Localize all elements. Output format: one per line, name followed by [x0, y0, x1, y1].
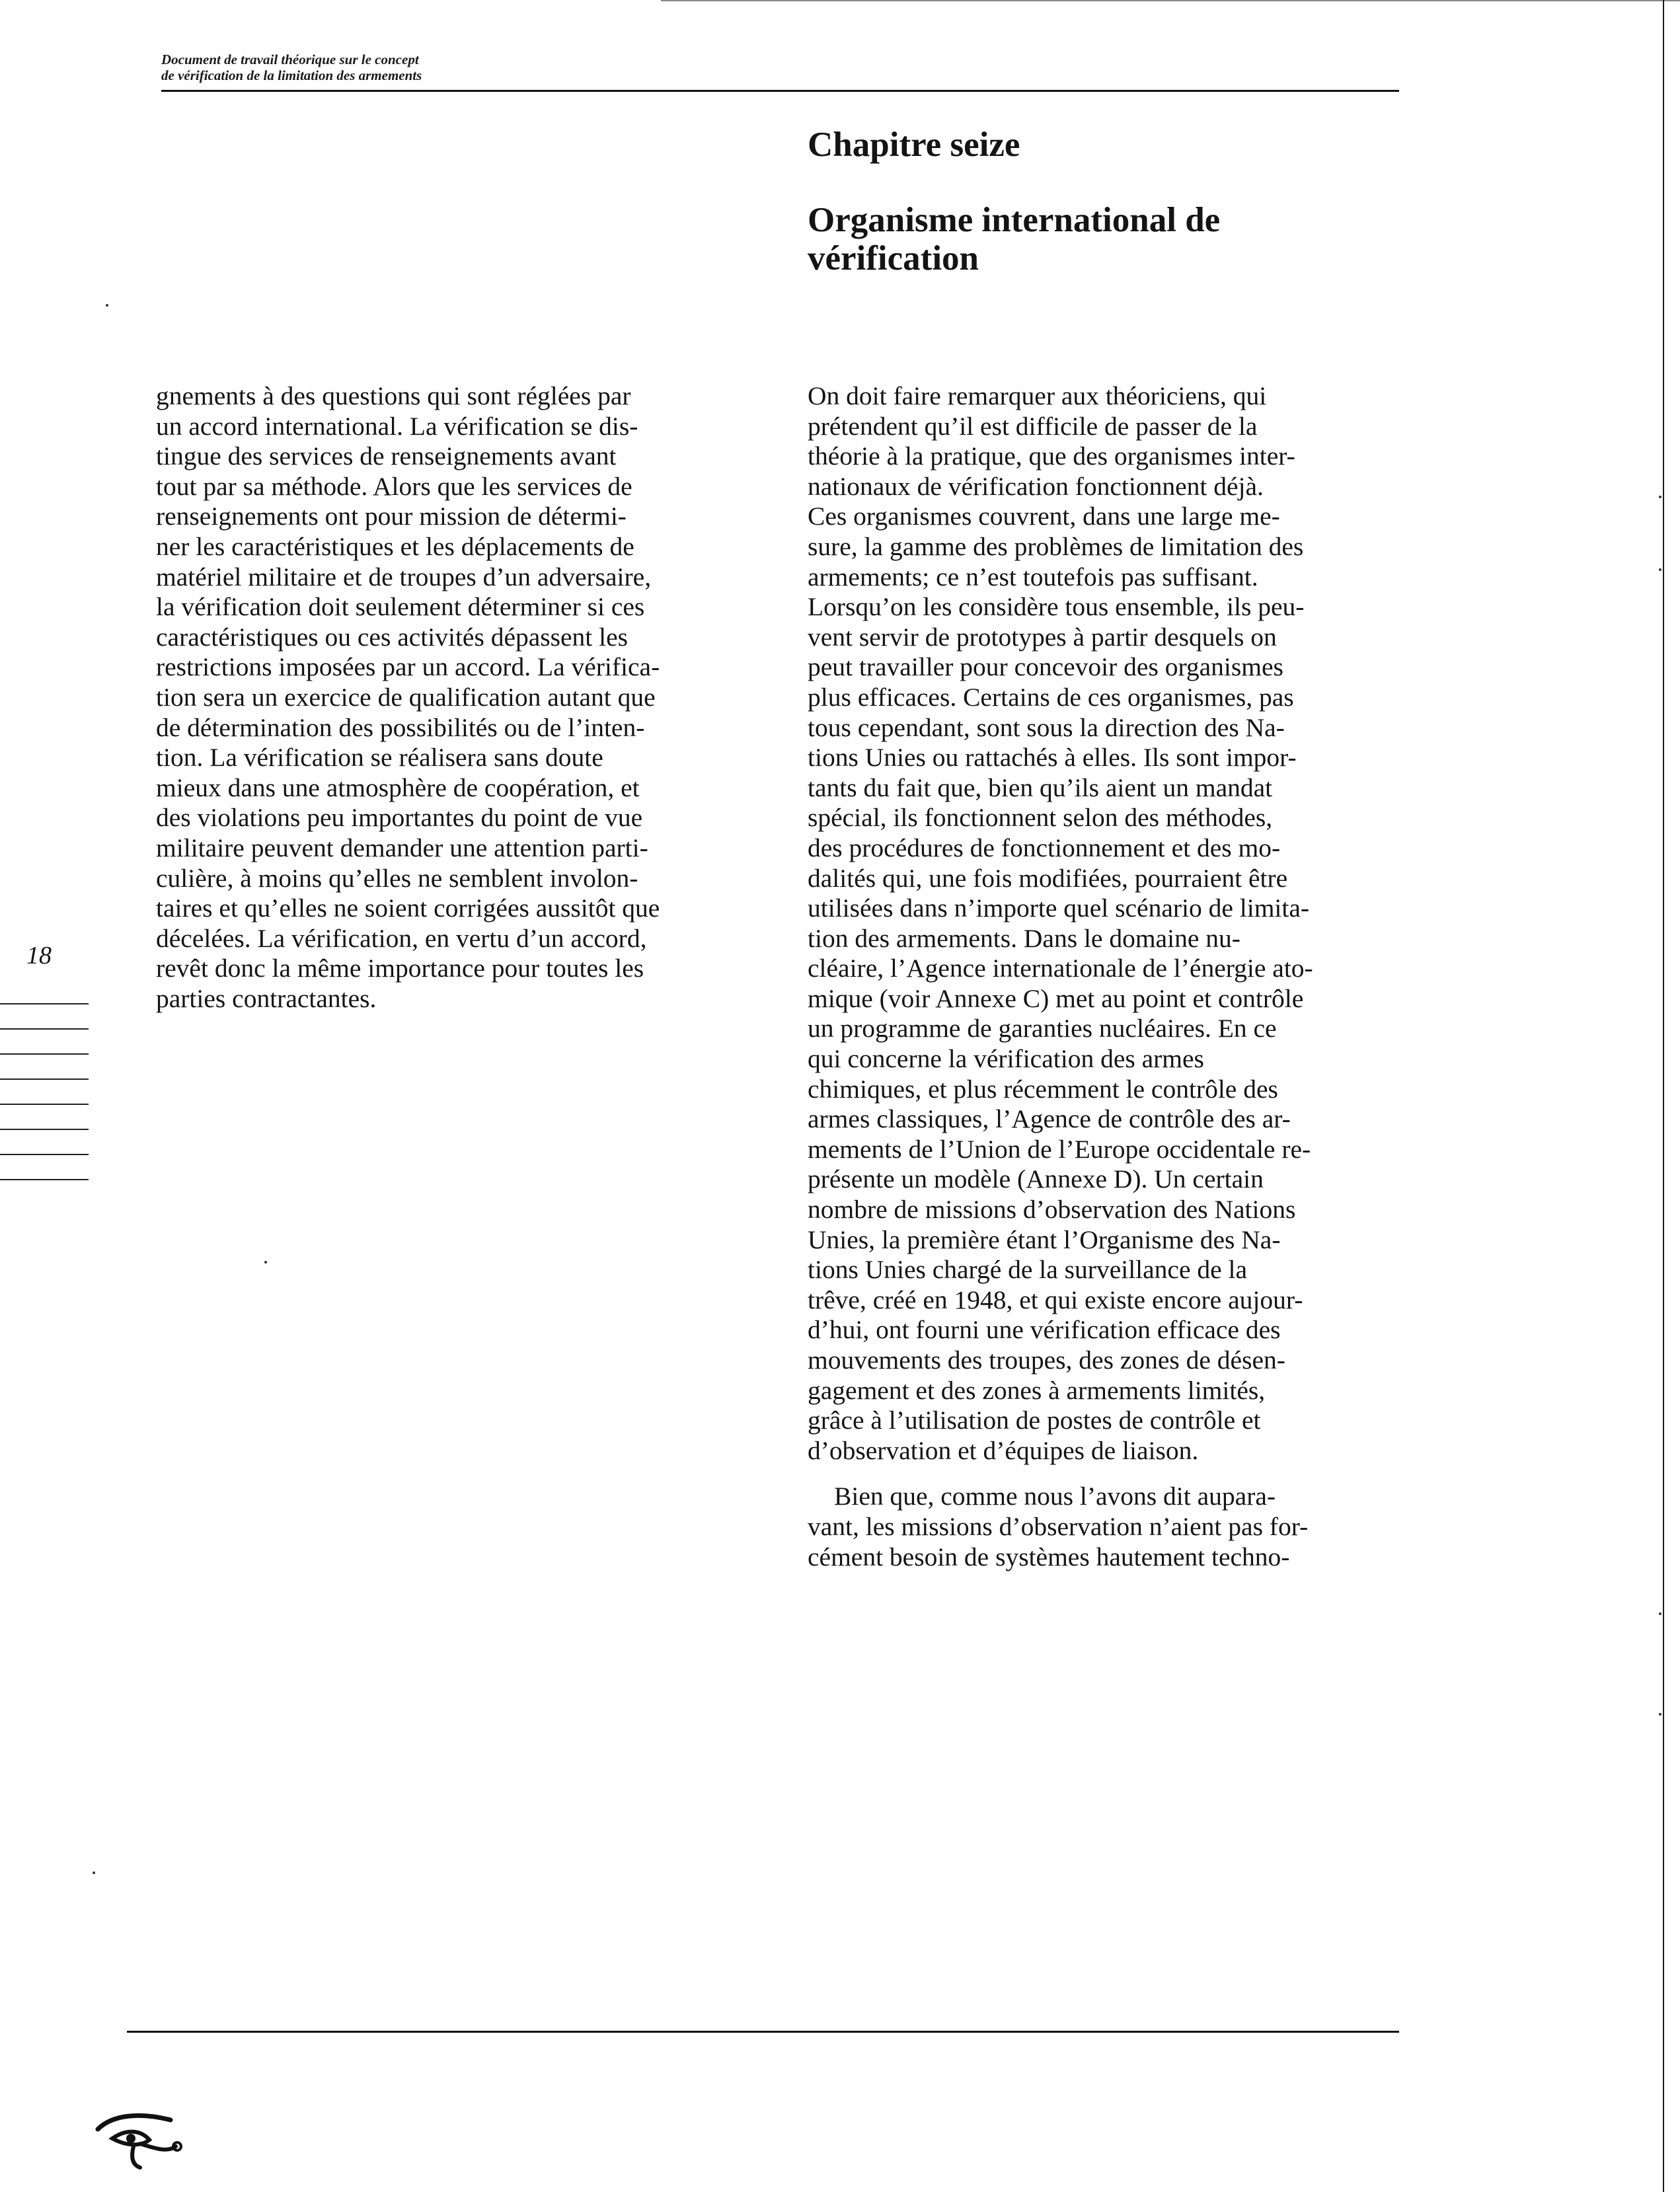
- margin-rule: [0, 1028, 89, 1030]
- scan-speck: [1659, 496, 1661, 498]
- text-line: tion sera un exercice de qualification autant que: [156, 682, 656, 712]
- text-line: renseignements ont pour mission de détermi-: [156, 502, 627, 531]
- scan-speck: [1659, 568, 1661, 571]
- text-line: culière, à moins qu’elles ne semblent involon-: [156, 863, 638, 893]
- footer-rule: [127, 2031, 1399, 2033]
- text-line: sure, la gamme des problèmes de limitation des: [808, 531, 1304, 561]
- text-line: ner les caractéristiques et les déplacements de: [156, 531, 634, 561]
- text-line: cément besoin de systèmes hautement techno-: [808, 1542, 1290, 1571]
- text-line: gnements à des questions qui sont réglées par: [156, 381, 631, 410]
- text-line: caractéristiques ou ces activités dépassent les: [156, 622, 629, 652]
- text-line: Ces organismes couvrent, dans une large me-: [808, 502, 1280, 531]
- text-line: spécial, ils fonctionnent selon des méthodes,: [808, 803, 1273, 833]
- text-line: d’hui, ont fourni une vérification efficace des: [808, 1315, 1281, 1345]
- chapter-title-line-2: vérification: [808, 239, 979, 278]
- text-line: mique (voir Annexe C) met au point et contrôle: [808, 983, 1304, 1013]
- text-line: Unies, la première étant l’Organisme des Na-: [808, 1225, 1281, 1254]
- scan-top-edge: [661, 0, 1680, 1]
- text-line: armes classiques, l’Agence de contrôle des ar-: [808, 1104, 1291, 1134]
- left-column: [156, 381, 764, 1014]
- text-line: nombre de missions d’observation des Nations: [808, 1195, 1296, 1225]
- text-line: mouvements des troupes, des zones de désen-: [808, 1345, 1285, 1375]
- scan-speck: [264, 1261, 267, 1264]
- chapter-title-line-1: Organisme international de: [808, 201, 1221, 239]
- text-line: plus efficaces. Certains de ces organismes, pas: [808, 682, 1294, 712]
- text-line: utilisées dans n’importe quel scénario de limita-: [808, 893, 1310, 923]
- text-line: prétendent qu’il est difficile de passer de la: [808, 411, 1258, 441]
- paragraph-gap: [808, 1466, 1416, 1482]
- text-line: restrictions imposées par un accord. La vérifica-: [156, 652, 660, 682]
- text-line: tion des armements. Dans le domaine nu-: [808, 923, 1241, 953]
- text-line: taires et qu’elles ne soient corrigées aussitôt que: [156, 893, 660, 923]
- text-line: tions Unies ou rattachés à elles. Ils sont impor-: [808, 743, 1297, 773]
- text-line: tous cependant, sont sous la direction des Na-: [808, 712, 1285, 742]
- text-line: dalités qui, une fois modifiées, pourraient être: [808, 863, 1288, 893]
- text-line: présente un modèle (Annexe D). Un certain: [808, 1164, 1264, 1194]
- page-number: 18: [26, 942, 52, 969]
- header-rule: [161, 90, 1399, 92]
- text-line: grâce à l’utilisation de postes de contrôle et: [808, 1406, 1261, 1435]
- text-line: tants du fait que, bien qu’ils aient un mandat: [808, 773, 1273, 802]
- text-line: d’observation et d’équipes de liaison.: [808, 1435, 1199, 1465]
- text-line: cléaire, l’Agence internationale de l’énergie ato-: [808, 954, 1313, 983]
- text-line: décelées. La vérification, en vertu d’un accord,: [156, 923, 647, 953]
- right-column: [808, 381, 1416, 1572]
- text-line: théorie à la pratique, que des organismes inter-: [808, 441, 1295, 471]
- text-line: un accord international. La vérification se dis-: [156, 411, 638, 441]
- margin-rule: [0, 1053, 89, 1055]
- text-line: Lorsqu’on les considère tous ensemble, ils peu-: [808, 592, 1305, 622]
- text-line: de détermination des possibilités ou de l’inten-: [156, 712, 645, 742]
- text-line: qui concerne la vérification des armes: [808, 1044, 1204, 1074]
- text-line: On doit faire remarquer aux théoriciens, qui: [808, 381, 1267, 410]
- margin-rule: [0, 1154, 89, 1155]
- right-paragraph-1: [808, 381, 1416, 1466]
- text-line: tion. La vérification se réalisera sans doute: [156, 743, 603, 773]
- margin-rule: [0, 1104, 89, 1105]
- text-line: trêve, créé en 1948, et qui existe encore aujour-: [808, 1285, 1303, 1314]
- margin-rule: [0, 1003, 89, 1004]
- text-line: vent servir de prototypes à partir desquels on: [808, 622, 1277, 652]
- text-line: parties contractantes.: [156, 983, 377, 1013]
- text-line: nationaux de vérification fonctionnent déjà.: [808, 471, 1264, 501]
- text-line: des procédures de fonctionnement et des mo-: [808, 833, 1281, 862]
- text-line: militaire peuvent demander une attention parti-: [156, 833, 648, 862]
- text-line: un programme de garanties nucléaires. En ce: [808, 1014, 1277, 1043]
- text-line: mements de l’Union de l’Europe occidentale re-: [808, 1134, 1311, 1164]
- text-line: Bien que, comme nous l’avons dit aupara-: [834, 1482, 1276, 1511]
- scan-speck: [93, 1871, 95, 1874]
- text-line: tout par sa méthode. Alors que les services de: [156, 471, 632, 501]
- text-line: mieux dans une atmosphère de coopération, et: [156, 773, 640, 802]
- text-line: matériel militaire et de troupes d’un adversaire,: [156, 562, 652, 591]
- scan-speck: [1659, 1612, 1661, 1615]
- text-line: tions Unies chargé de la surveillance de la: [808, 1255, 1248, 1285]
- text-line: tingue des services de renseignements avant: [156, 441, 617, 471]
- text-line: revêt donc la même importance pour toutes les: [156, 954, 644, 983]
- text-line: gagement et des zones à armements limités,: [808, 1375, 1266, 1405]
- text-line: peut travailler pour concevoir des organismes: [808, 652, 1283, 682]
- margin-rule: [0, 1078, 89, 1080]
- margin-rule: [0, 1129, 89, 1130]
- text-line: armements; ce n’est toutefois pas suffisant.: [808, 562, 1258, 591]
- margin-rule: [0, 1179, 89, 1180]
- right-paragraph-2: [808, 1482, 1416, 1572]
- chapter-title: [808, 201, 1376, 278]
- publisher-emblem-icon: [93, 2100, 185, 2173]
- text-line: des violations peu importantes du point de vue: [156, 803, 643, 833]
- text-line: la vérification doit seulement déterminer si ces: [156, 592, 645, 622]
- running-head: [161, 52, 756, 83]
- scan-right-edge: [1663, 0, 1664, 2192]
- running-head-line-1: Document de travail théorique sur le concept: [161, 52, 419, 67]
- text-line: chimiques, et plus récemment le contrôle des: [808, 1074, 1278, 1104]
- chapter-number: Chapitre seize: [808, 126, 1020, 164]
- text-line: vant, les missions d’observation n’aient pas for-: [808, 1511, 1309, 1541]
- scan-speck: [106, 304, 108, 307]
- scan-speck: [1659, 1713, 1661, 1716]
- running-head-line-2: de vérification de la limitation des armements: [161, 67, 422, 83]
